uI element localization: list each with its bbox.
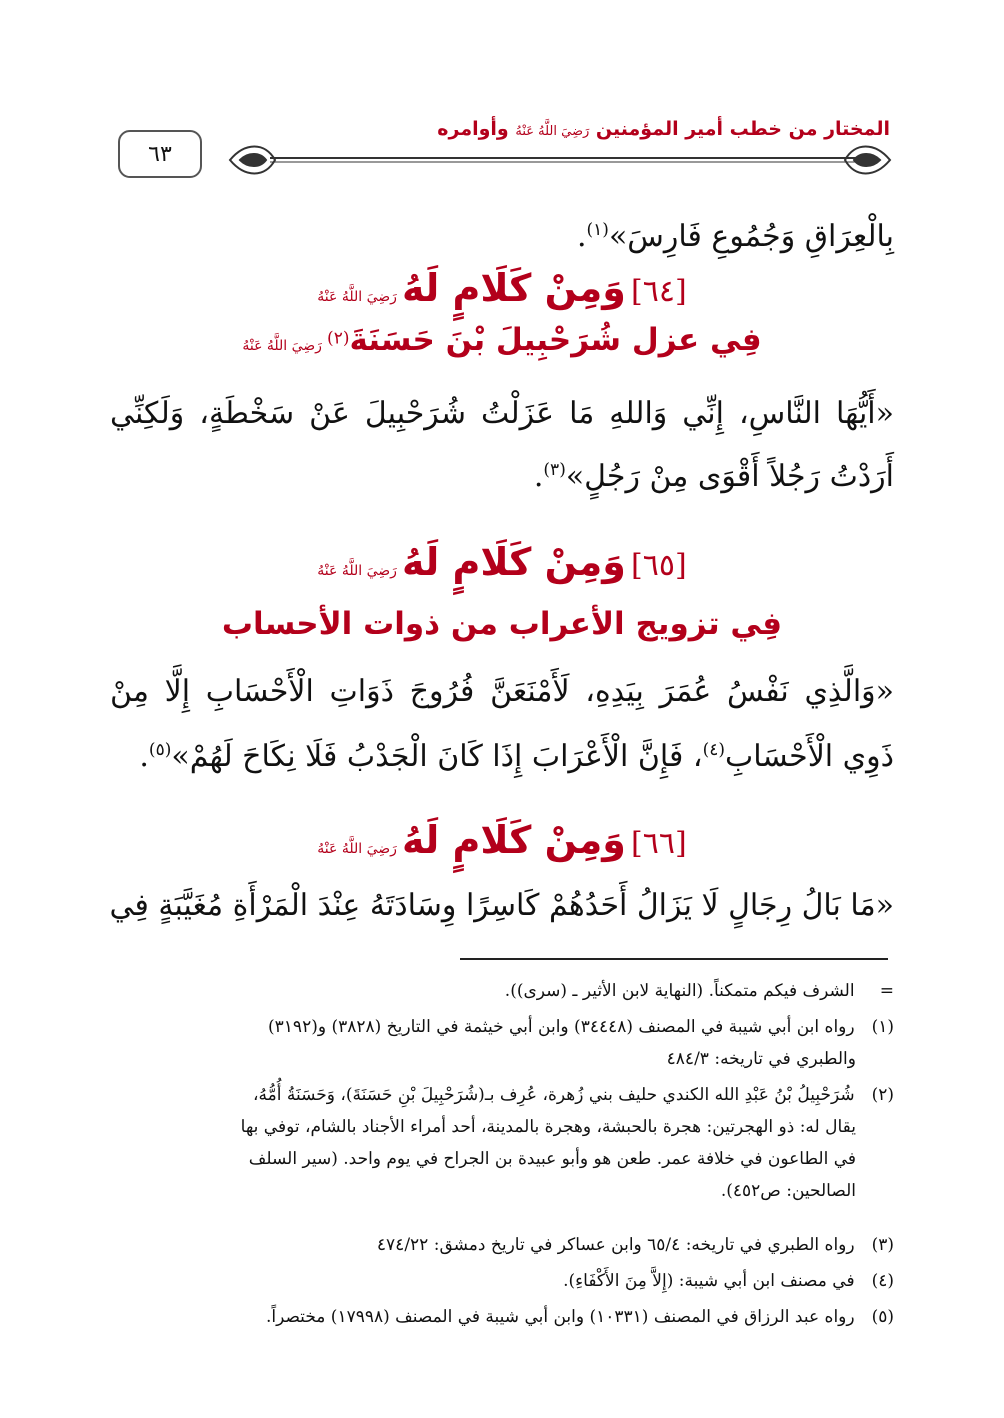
footnote-line: الصالحين: ص٤٥٢). xyxy=(720,1181,856,1201)
footnote-item: (٣) رواه الطبري في تاريخه: ٦٥/٤ وابن عساكر في تاريخ دمشق: ٤٧٤/٢٢ xyxy=(110,1230,894,1260)
footnote-ref: (١) xyxy=(586,220,609,240)
footnote-ref: (٢) xyxy=(327,328,350,349)
section-title: وَمِنْ كَلَامٍ لَهُ xyxy=(402,540,626,584)
page-number-box xyxy=(118,130,202,178)
text-line: «أَيُّهَا النَّاسِ، إِنِّي وَاللهِ مَا عَزَلْتُ شُرَحْبِيلَ عَنْ سَخْطَةٍ، وَلَكِنِّي xyxy=(110,396,894,431)
section-number: [٦٦] xyxy=(631,826,687,861)
page-number: ٦٣ xyxy=(148,141,172,167)
footnote-ref: (٤) xyxy=(702,740,725,760)
section-number: [٦٥] xyxy=(631,548,687,583)
honorific: رَضِيَ اللَّهُ عَنْهُ xyxy=(242,338,322,354)
text-line: ذَوِي الْأَحْسَابِ$^{(٤)}$، فَإِنَّ الْأَعْرَابَ إِذَا كَانَ الْجَدْبُ فَلَا نِكَاحَ لَهُمْ»$^{(٥)}$. xyxy=(139,739,894,774)
text-line: «وَالَّذِي نَفْسُ عُمَرَ بِيَدِهِ، لَأَمْنَعَنَّ فُرُوجَ ذَوَاتِ الْأَحْسَابِ إِلَّا مِنْ xyxy=(110,674,894,709)
footnote-ref: (٣) xyxy=(543,460,566,480)
footnote-separator xyxy=(460,958,888,960)
footnote-line: يقال له: ذو الهجرتين: هجرة بالحبشة، وهجرة بالمدينة، أحد أمراء الأجناد بالشام، توفي بها xyxy=(240,1117,856,1137)
honorific: رَضِيَ اللَّهُ عَنْهُ xyxy=(317,563,397,579)
section-title: وَمِنْ كَلَامٍ لَهُ xyxy=(402,266,626,310)
footnote-item: (١) رواه ابن أبي شيبة في المصنف (٣٤٤٤٨) وابن أبي خيثمة في التاريخ (٣٨٢٨) و(٣١٩٢) xyxy=(110,1012,894,1042)
honorific: رَضِيَ اللَّهُ عَنْهُ xyxy=(515,124,590,139)
section-title: وَمِنْ كَلَامٍ لَهُ xyxy=(402,818,626,862)
honorific: رَضِيَ اللَّهُ عَنْهُ xyxy=(317,841,397,857)
footnote-number: (٤) xyxy=(871,1271,894,1291)
honorific: رَضِيَ اللَّهُ عَنْهُ xyxy=(317,289,397,305)
footnote-number: (١) xyxy=(871,1017,894,1037)
section-subtitle: فِي تزويج الأعراب من ذوات الأحساب xyxy=(221,606,783,642)
footnote-number: (٢) xyxy=(871,1085,894,1105)
footnote-continuation: = الشرف فيكم متمكناً. (النهاية لابن الأثير ـ (سرى)). xyxy=(504,981,894,1001)
footnote-number: (٣) xyxy=(871,1235,894,1255)
footnote-line: والطبري في تاريخه: ٤٨٤/٣ xyxy=(666,1049,856,1069)
footnote-item: (٥) رواه عبد الرزاق في المصنف (١٠٣٣١) وابن أبي شيبة في المصنف (١٧٩٩٨) مختصراً. xyxy=(110,1302,894,1332)
footnote-item: (٤) في مصنف ابن أبي شيبة: (إِلاَّ مِنَ الأَكْفَاءِ). xyxy=(110,1266,894,1296)
section-heading xyxy=(110,266,894,310)
text-line: أَرَدْتُ رَجُلاً أَقْوَى مِنْ رَجُلٍ»$^{(٣)}$. xyxy=(533,459,894,494)
footnote-ref: (٥) xyxy=(148,740,172,760)
section-heading xyxy=(110,540,894,584)
page-header xyxy=(110,118,900,188)
footnote-item: (٢) شُرَحْبِيلُ بْنُ عَبْدِ الله الكندي حليف بني زُهرة، عُرِف بـ(شُرَحْبِيلَ بْنِ حَسَنَةَ)، وَحَسَنَةُ أُمُّهُ، xyxy=(110,1080,894,1110)
footnote-line: في الطاعون في خلافة عمر. طعن هو وأبو عبيدة بن الجراح في يوم واحد. (سير السلف xyxy=(248,1149,856,1169)
text-line: بِالْعِرَاقِ وَجُمُوعِ فَارِسَ»$^{(١)}$. xyxy=(576,219,894,254)
footnote-number: (٥) xyxy=(871,1307,894,1327)
section-number: [٦٤] xyxy=(631,274,687,309)
text-line: «مَا بَالُ رِجَالٍ لَا يَزَالُ أَحَدُهُمْ كَاسِرًا وِسَادَتَهُ عِنْدَ الْمَرْأَةِ مُغَيَّبَةٍ فِي xyxy=(109,888,894,923)
section-heading xyxy=(110,818,894,862)
section-subtitle: فِي عزل شُرَحْبِيلَ بْنَ حَسَنَةَ$^{(٢)}$ رَضِيَ اللَّهُ عَنْهُ xyxy=(242,322,762,358)
running-title: المختار من خطب أمير المؤمنين رَضِيَ اللَّهُ عَنْهُ وأوامره xyxy=(437,118,890,140)
